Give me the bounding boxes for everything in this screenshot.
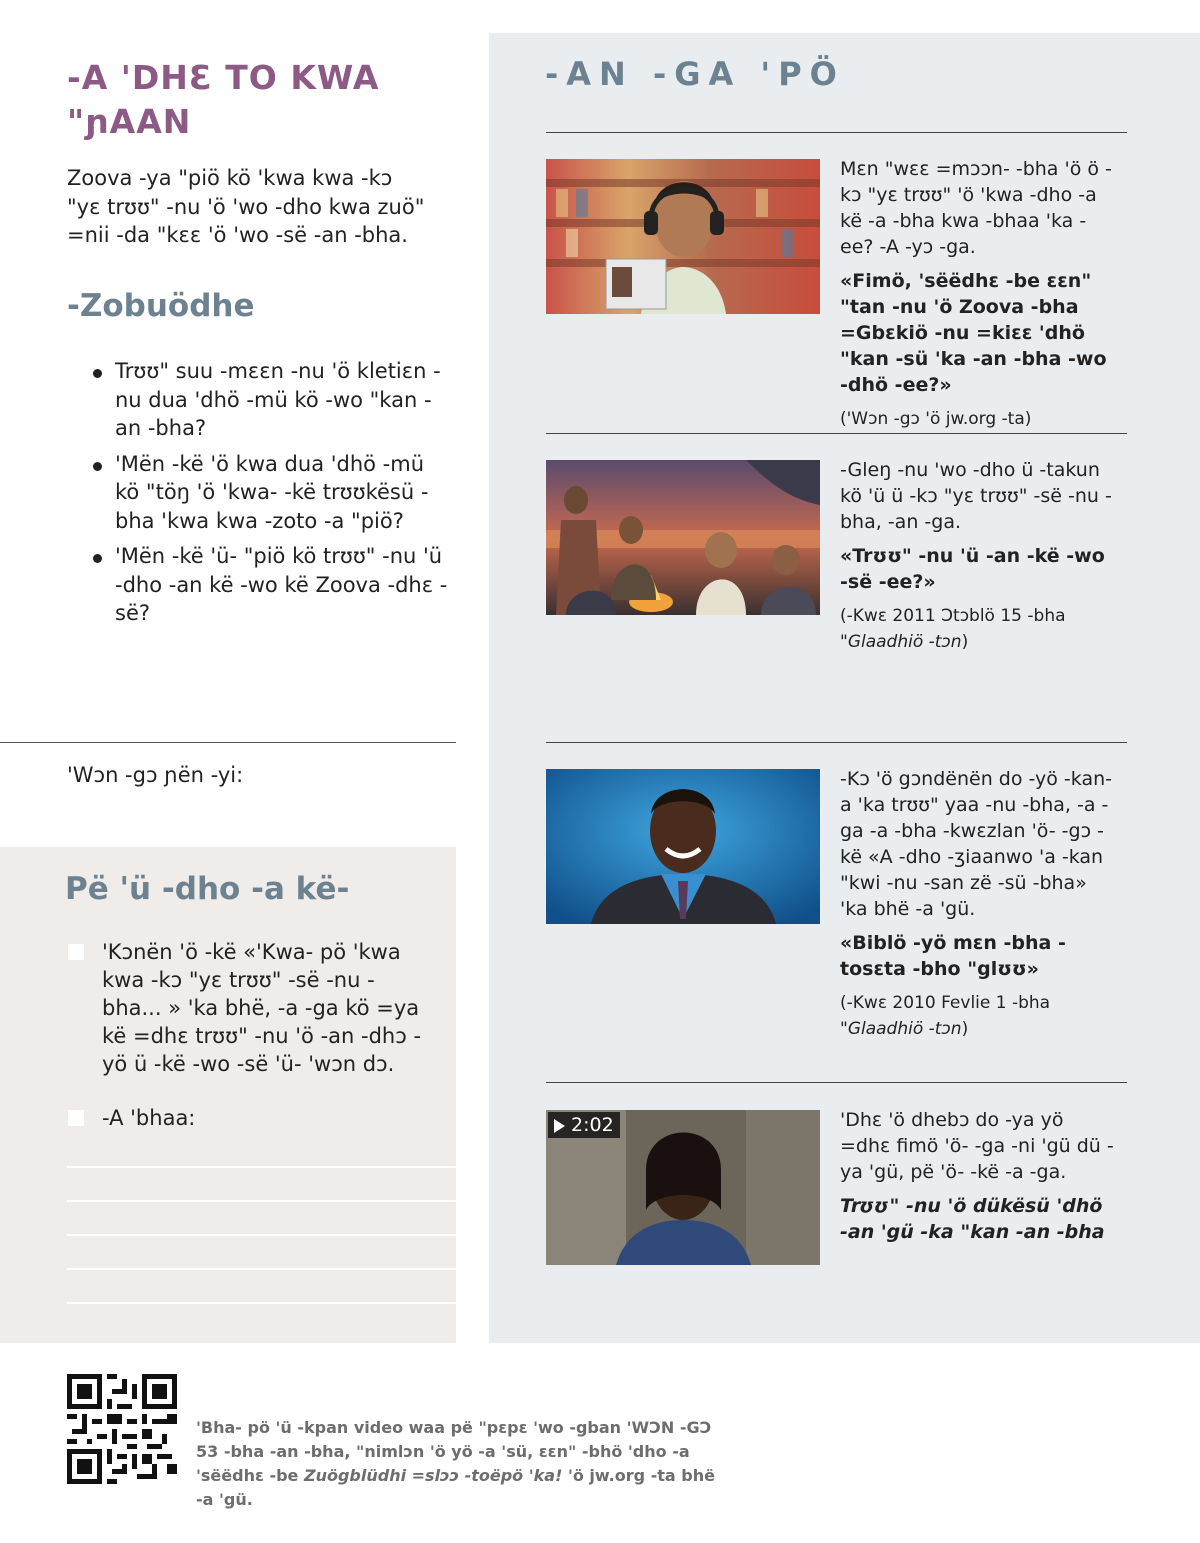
- try-it-panel: [0, 847, 456, 1343]
- thumbnail-campfire-scene[interactable]: [546, 460, 820, 615]
- source-date: (-Kwɛ 2011 Ɔtɔblö 15 -bha: [840, 606, 1066, 626]
- footer-note: [196, 1416, 716, 1512]
- footer-video-title[interactable]: Zuögblüdhi =slɔɔ -toëpö 'ka!: [303, 1466, 563, 1485]
- card-description: [840, 156, 1115, 440]
- bullet-icon: [93, 369, 102, 378]
- card-description: [840, 766, 1115, 1050]
- try-item-text: -A 'bhaa:: [102, 1106, 196, 1130]
- divider: [546, 1082, 1127, 1083]
- try-item-2: [68, 1104, 428, 1132]
- divider: [546, 433, 1127, 434]
- writing-line: [67, 1268, 456, 1270]
- reference-label: 'Wɔn -gɔ ɲën -yi:: [67, 763, 244, 787]
- discussion-question: 'Mën -kë 'ü- "piö kö trʊʊ" -nu 'ü -dho -an kë -wo kë Zoova -dhɛ -së?: [115, 544, 448, 625]
- card-text: 'Dhɛ 'ö dhebɔ do -ya yö =dhɛ fimö 'ö- -ga -ni 'gü dü -ya 'gü, pë 'ö- -kë -a -ga.: [840, 1109, 1114, 1183]
- writing-line: [67, 1302, 456, 1304]
- footer-text-part: 'ö jw.org -ta bhë -a 'gü.: [196, 1466, 715, 1509]
- video-thumbnail[interactable]: [546, 1110, 820, 1265]
- writing-line: [67, 1166, 456, 1168]
- qr-code-icon[interactable]: [67, 1374, 177, 1484]
- left-column: [0, 0, 456, 1343]
- publication-title[interactable]: «Biblö -yö mɛn -bha -tosɛta -bho "glʊʊ»: [840, 932, 1066, 980]
- divider: [546, 132, 1127, 133]
- try-it-heading: Pë 'ü -dho -a kë-: [65, 871, 350, 907]
- card-description: [840, 1107, 1115, 1253]
- source-close: ): [961, 632, 969, 652]
- card-description: [840, 457, 1115, 663]
- writing-line: [67, 1200, 456, 1202]
- writing-line: [67, 1234, 456, 1236]
- divider: [0, 742, 456, 743]
- bullet-icon: [93, 462, 102, 471]
- publication-source: [840, 603, 1115, 655]
- page-title-line2: "ɲAAN: [67, 102, 192, 141]
- checkbox-icon[interactable]: [68, 944, 84, 960]
- card-text: -Kɔ 'ö gɔndënën do -yö -kan-a 'ka trʊʊ" yaa -nu -bha, -a -ga -a -bha -kwɛzlan 'ö- -gɔ -kë «A -dho -ʒiaanwo 'a -kan "kwi -nu -san zë -sü -bha» 'ka bhë -a 'gü.: [840, 768, 1113, 920]
- intro-paragraph: Zoova -ya "piö kö 'kwa kwa -kɔ "yɛ trʊʊ" -nu 'ö 'wo -dho kwa zuö" =nii -da "kɛɛ 'ö 'wo -së -an -bha.: [67, 166, 425, 247]
- divider: [546, 742, 1127, 743]
- thumbnail-headphones-youth[interactable]: [546, 159, 820, 314]
- card-text: -Gleŋ -nu 'wo -dho ü -takun kö 'ü ü -kɔ "yɛ trʊʊ" -së -nu -bha, -an -ga.: [840, 459, 1112, 533]
- duration-text: 2:02: [571, 1114, 614, 1136]
- bullet-icon: [93, 554, 102, 563]
- card-text: Mɛn "wɛɛ =mɔɔn- -bha 'ö ö -kɔ "yɛ trʊʊ" 'ö 'kwa -dho -a kë -a -bha kwa -bhaa 'ka -ee? -A -yɔ -ga.: [840, 158, 1112, 258]
- video-title[interactable]: Trʊʊ" -nu 'ö dükësü 'dhö -an 'gü -ka "kan -an -bha: [840, 1195, 1105, 1243]
- publication-source: [840, 990, 1115, 1042]
- right-column: [489, 33, 1200, 1343]
- footer-text-part: 'Bha- pö 'ü -kpan video waa pë "pɛpɛ 'wo -gban 'WƆN -GƆ 53 -bha -an -bha, "nimlɔn 'ö yö -a 'sü, ɛɛn" -bhö 'dho -a 'sëëdhɛ -be: [196, 1418, 712, 1485]
- page-title: [67, 56, 379, 144]
- publication-source: ('Wɔn -gɔ 'ö jw.org -ta): [840, 409, 1032, 429]
- checkbox-icon[interactable]: [68, 1110, 84, 1126]
- discussion-question: Trʊʊ" suu -mɛɛn -nu 'ö kletiɛn -nu dua 'dhö -mü kö -wo "kan -an -bha?: [115, 359, 441, 440]
- right-heading: -AN -GA 'PÖ: [545, 55, 845, 93]
- source-close: ): [961, 1019, 969, 1039]
- publication-title[interactable]: «Fimö, 'sëëdhɛ -be ɛɛn" "tan -nu 'ö Zoova -bha =Gbɛkiö -nu =kiɛɛ 'dhö "kan -sü 'ka -an -bha -wo -dhö -ee?»: [840, 270, 1107, 396]
- list-item: [90, 450, 450, 536]
- try-item-1: [68, 938, 428, 1078]
- discussion-list: [90, 357, 450, 635]
- source-magazine: "Glaadhiö -tɔn: [840, 1019, 962, 1039]
- thumbnail-smiling-man[interactable]: [546, 769, 820, 924]
- list-item: [90, 542, 450, 628]
- discussion-heading: -Zobuödhe: [67, 288, 255, 324]
- play-icon[interactable]: [554, 1119, 565, 1133]
- source-date: (-Kwɛ 2010 Fevlie 1 -bha: [840, 993, 1051, 1013]
- try-item-text: 'Kɔnën 'ö -kë «'Kwa- pö 'kwa kwa -kɔ "yɛ trʊʊ" -së -nu -bha... » 'ka bhë, -a -ga kö =ya kë =dhɛ trʊʊ" -nu 'ö -an -dhɔ -yö ü -kë -wo -së 'ü- 'wɔn dɔ.: [102, 940, 422, 1076]
- discussion-question: 'Mën -kë 'ö kwa dua 'dhö -mü kö "töŋ 'ö 'kwa- -kë trʊʊkësü -bha 'kwa kwa -zoto -a "piö?: [115, 451, 429, 533]
- publication-title[interactable]: «Trʊʊ" -nu 'ü -an -kë -wo -së -ee?»: [840, 545, 1105, 593]
- video-duration: [548, 1112, 620, 1138]
- page-title-line1: -A 'DHƐ TO KWA: [67, 58, 380, 97]
- source-magazine: "Glaadhiö -tɔn: [840, 632, 962, 652]
- list-item: [90, 357, 450, 443]
